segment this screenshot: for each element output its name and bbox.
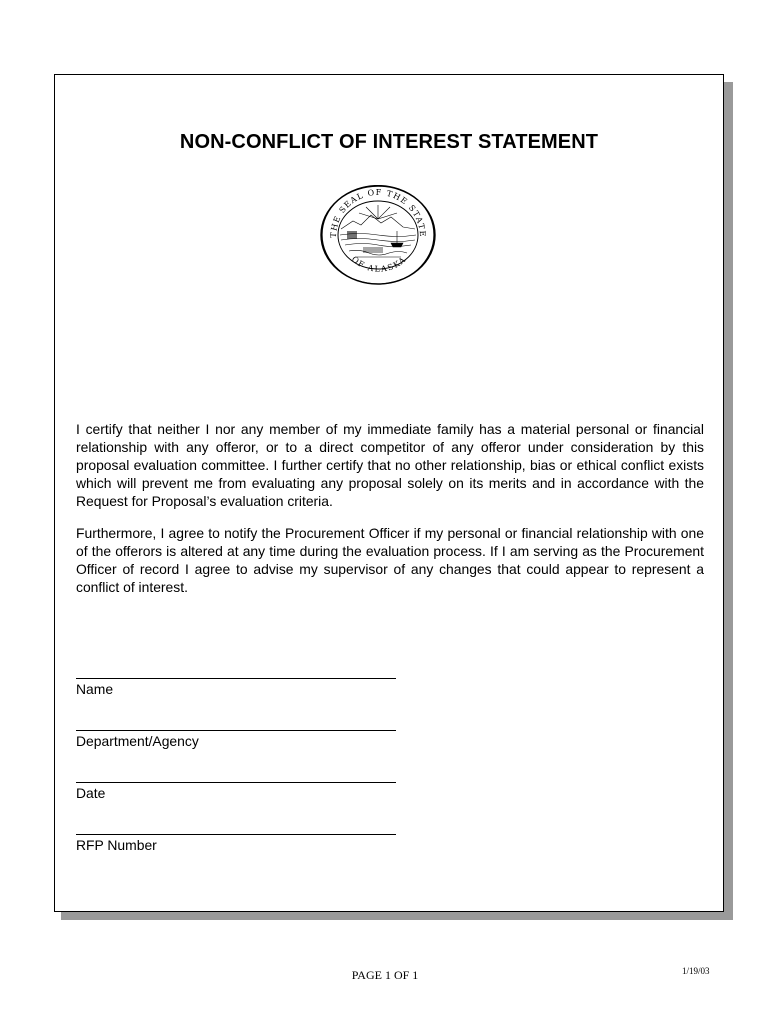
date-label: Date — [76, 785, 106, 801]
rfp-number-signature-line[interactable] — [76, 834, 396, 835]
svg-text:OF ALASKA: OF ALASKA — [349, 254, 409, 274]
department-label: Department/Agency — [76, 733, 199, 749]
department-signature-line[interactable] — [76, 730, 396, 731]
revision-date: 1/19/03 — [682, 966, 710, 976]
document-page — [54, 74, 724, 912]
state-seal-icon — [319, 185, 439, 285]
certification-paragraph: I certify that neither I nor any member of my immediate family has a material personal or financial relationship with any offeror, or to a direct competitor of any offeror under consideration by this proposal evaluation committee. I further certify that no other relationship, bias or ethical conflict exists which will prevent me from evaluating any proposal solely on its merits and in accordance with the Request for Proposal’s evaluation criteria. — [76, 421, 704, 509]
name-label: Name — [76, 681, 114, 697]
page-number: PAGE 1 OF 1 — [351, 968, 419, 982]
document-title: NON-CONFLICT OF INTEREST STATEMENT — [179, 131, 599, 153]
notification-paragraph: Furthermore, I agree to notify the Procurement Officer if my personal or financial relationship with one of the offerors is altered at any time during the evaluation process. If I am serving as the Procurement Officer of record I agree to advise my supervisor of any changes that could appear to represent a conflict of interest. — [76, 525, 704, 595]
date-signature-line[interactable] — [76, 782, 396, 783]
svg-text:THE SEAL OF THE STATE: THE SEAL OF THE STATE — [328, 187, 428, 238]
rfp-number-label: RFP Number — [76, 837, 157, 853]
name-signature-line[interactable] — [76, 678, 396, 679]
